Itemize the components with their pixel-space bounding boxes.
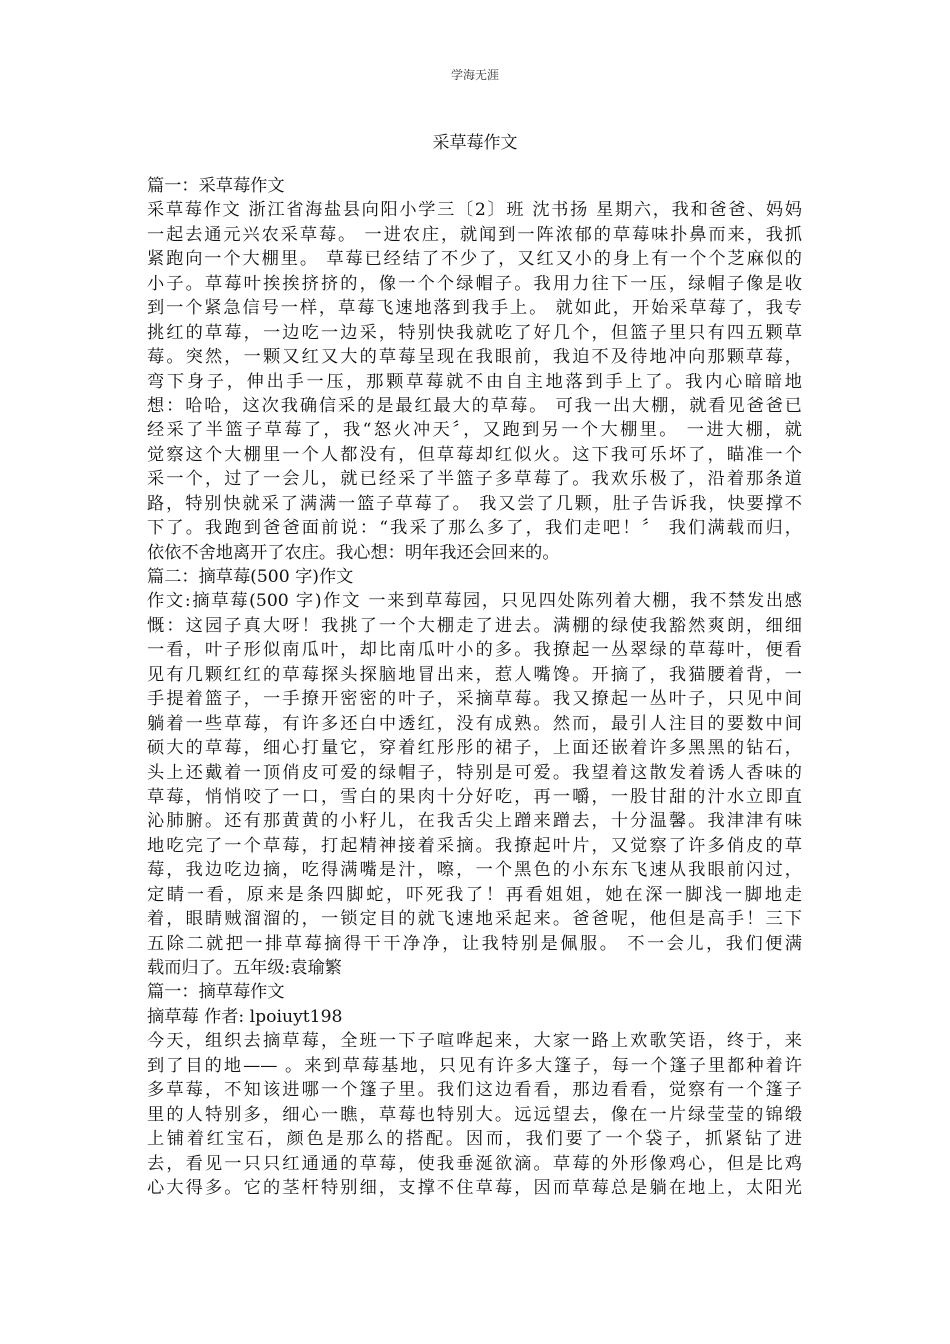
document-body [147,174,802,1200]
text-line: 挑红的草莓，一边吃一边采，特别快我就吃了好几个，但篮子里只有四五颗草 [147,322,802,343]
text-line: 篇一：采草莓作文 [147,176,285,196]
text-line: 莓。突然，一颗又红又大的草莓呈现在我眼前，我迫不及待地冲向那颗草莓， [147,347,802,368]
text-line: 摘草莓 作者: lpoiuyt198 [147,1006,343,1027]
text-line: 篇一：摘草莓作文 [147,982,285,1003]
text-line: 到了目的地—— 。来到草莓基地，只见有许多大篷子，每一个篷子里都种着许 [147,1055,802,1076]
text-line: 一起去通元兴农采草莓。 一进农庄，就闻到一阵浓郁的草莓味扑鼻而来，我抓 [147,224,802,245]
text-line: 想：哈哈，这次我确信采的是最红最大的草莓。 可我一出大棚，就看见爸爸已 [147,395,802,416]
text-line: 下了。我跑到爸爸面前说：“我采了那么多了，我们走吧！〞 我们满载而归， [147,518,802,539]
text-line: 莓，我边吃边摘，吃得满嘴是汁，嚓，一个黑色的小东东飞速从我眼前闪过， [147,860,802,881]
text-line: 到一个紧急信号一样，草莓飞速地落到我手上。 就如此，开始采草莓了，我专 [147,298,802,319]
text-line: 采一个，过了一会儿，就已经采了半篮子多草莓了。我欢乐极了，沿着那条道 [147,469,802,490]
text-line: 觉察这个大棚里一个人都没有，但草莓却红似火。这下我可乐坏了，瞄准一个 [147,444,802,465]
text-line: 一看，叶子形似南瓜叶，却比南瓜叶小的多。我撩起一丛翠绿的草莓叶，便看 [147,640,802,661]
text-line: 今天，组织去摘草莓，全班一下子喧哗起来，大家一路上欢歌笑语，终于，来 [147,1031,802,1052]
text-line: 弯下身子，伸出手一压，那颗草莓就不由自主地落到手上了。我内心暗暗地 [147,371,802,392]
text-line: 草莓，悄悄咬了一口，雪白的果肉十分好吃，再一嚼，一股甘甜的汁水立即直 [147,786,802,807]
page-header: 学海无涯 [450,68,499,82]
text-line: 依依不舍地离开了农庄。我心想：明年我还会回来的。 [147,542,560,563]
text-line: 小子。草莓叶挨挨挤挤的，像一个个绿帽子。我用力往下一压，绿帽子像是收 [147,273,802,294]
text-line: 多草莓，不知该进哪一个篷子里。我们这边看看，那边看看，觉察有一个篷子 [147,1080,802,1101]
text-line: 载而归了。五年级:袁瑜繁 [147,958,342,978]
text-line: 见有几颗红红的草莓探头探脑地冒出来，惹人嘴馋。开摘了，我猫腰着背，一 [147,664,802,685]
text-line: 沁肺腑。还有那黄黄的小籽儿，在我舌尖上蹭来蹭去，十分温馨。我津津有味 [147,811,802,832]
text-line: 作文:摘草莓(500 字)作文 一来到草莓园，只见四处陈列着大棚，我不禁发出感 [147,591,802,612]
text-line: 里的人特别多，细心一瞧，草莓也特别大。远远望去，像在一片绿莹莹的锦缎 [147,1104,802,1125]
text-line: 地吃完了一个草莓，打起精神接着采摘。我撩起叶片，又觉察了许多俏皮的草 [147,835,802,856]
text-line: 篇二：摘草莓(500 字)作文 [147,567,354,587]
text-line: 心大得多。它的茎杆特别细，支撑不住草莓，因而草莓总是躺在地上，太阳光 [147,1177,802,1198]
text-line: 经采了半篮子草莓了，我“怒火冲天〞，又跑到另一个大棚里。 一进大棚，就 [147,420,802,441]
text-line: 着，眼睛贼溜溜的，一锁定目的就飞速地采起来。爸爸呢，他但是高手！三下 [147,909,802,930]
text-line: 五除二就把一排草莓摘得干干净净，让我特别是佩服。 不一会儿，我们便满 [147,933,802,954]
text-line: 手提着篮子，一手撩开密密的叶子，采摘草莓。我又撩起一丛叶子，只见中间 [147,689,802,710]
text-line: 去，看见一只只红通通的草莓，使我垂涎欲滴。草莓的外形像鸡心，但是比鸡 [147,1153,802,1174]
text-line: 路，特别快就采了满满一篮子草莓了。 我又尝了几颗，肚子告诉我，快要撑不 [147,493,802,514]
text-line: 躺着一些草莓，有许多还白中透红，没有成熟。然而，最引人注目的要数中间 [147,713,802,734]
text-line: 采草莓作文 浙江省海盐县向阳小学三〔2〕班 沈书扬 星期六，我和爸爸、妈妈 [147,200,802,221]
text-line: 硕大的草莓，细心打量它，穿着红彤彤的裙子，上面还嵌着许多黑黑的钻石， [147,738,802,759]
text-line: 紧跑向一个大棚里。 草莓已经结了不少了，又红又小的身上有一个个芝麻似的 [147,249,802,270]
text-line: 定睛一看，原来是条四脚蛇，吓死我了！再看姐姐，她在深一脚浅一脚地走 [147,884,802,905]
text-line: 头上还戴着一顶俏皮可爱的绿帽子，特别是可爱。我望着这散发着诱人香味的 [147,762,802,783]
text-line: 上铺着红宝石，颜色是那么的搭配。因而，我们要了一个袋子，抓紧钻了进 [147,1129,802,1150]
document-title: 采草莓作文 [432,133,518,153]
text-line: 慨：这园子真大呀！我挑了一个大棚走了进去。满棚的绿使我豁然爽朗，细细 [147,615,802,636]
